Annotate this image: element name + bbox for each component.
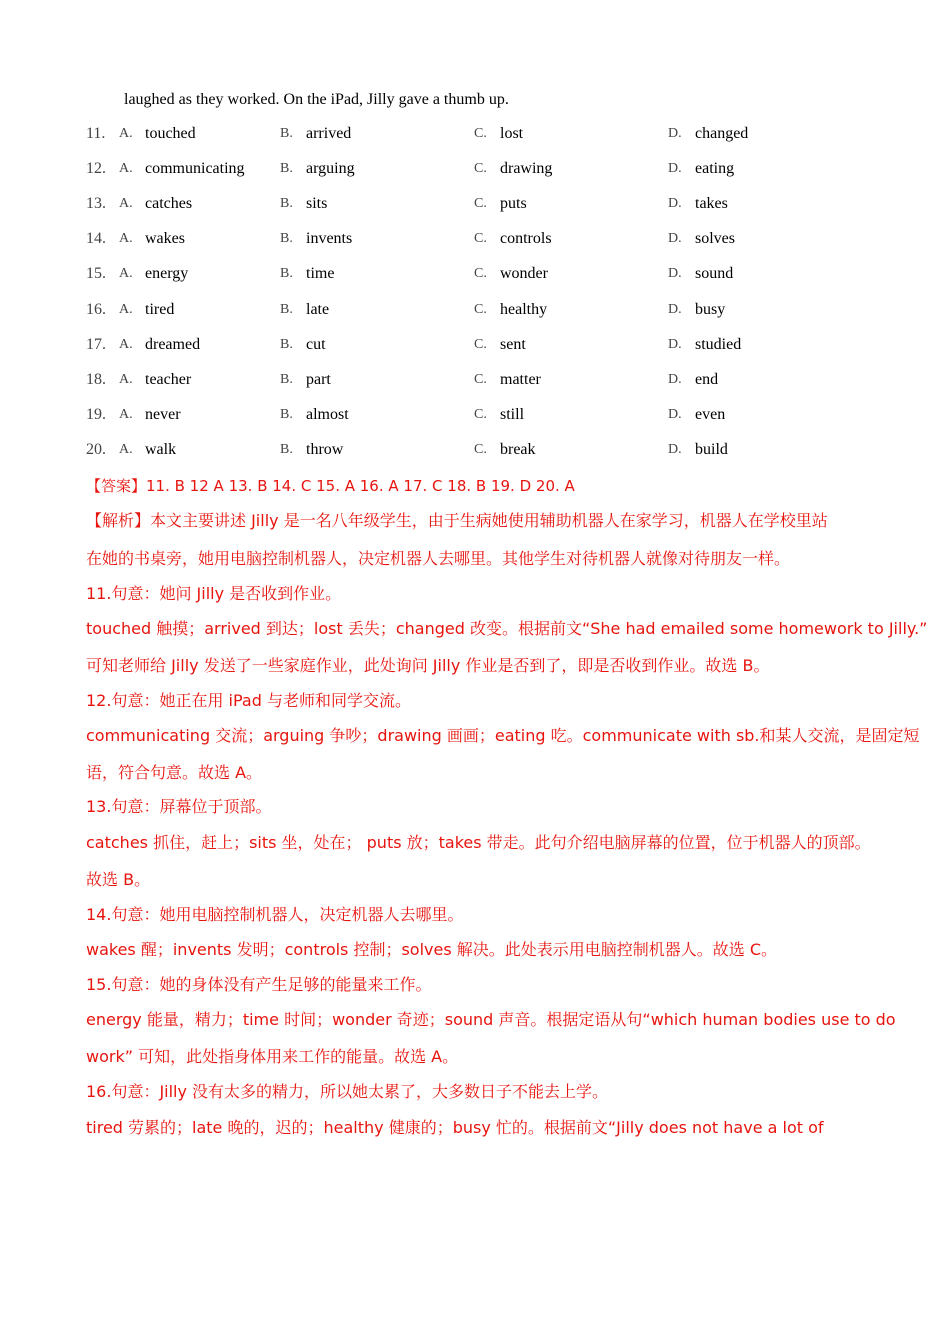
analysis-line: wakes 醒；invents 发明；controls 控制；solves 解决。此处表示用电脑控制机器人。故选 C。 bbox=[86, 940, 778, 959]
analysis-line: 11.句意：她问 Jilly 是否收到作业。 bbox=[86, 584, 342, 603]
analysis-line: 12.句意：她正在用 iPad 与老师和同学交流。 bbox=[86, 691, 411, 710]
option-c: sent bbox=[500, 335, 526, 353]
option-letter-c: C. bbox=[474, 406, 487, 422]
analysis-line: 在她的书桌旁，她用电脑控制机器人，决定机器人去哪里。其他学生对待机器人就像对待朋友一样。 bbox=[86, 549, 791, 568]
option-letter-c: C. bbox=[474, 371, 487, 387]
analysis-line: 14.句意：她用电脑控制机器人，决定机器人去哪里。 bbox=[86, 905, 464, 924]
option-letter-c: C. bbox=[474, 126, 487, 141]
option-letter-d: D. bbox=[668, 371, 682, 387]
option-letter-a: A. bbox=[119, 441, 133, 457]
option-c: wonder bbox=[500, 265, 548, 283]
option-d: end bbox=[695, 370, 719, 388]
option-letter-b: B. bbox=[280, 336, 293, 352]
option-letter-a: A. bbox=[119, 371, 133, 387]
analysis-line: 【解析】本文主要讲述 Jilly 是一名八年级学生，由于生病她使用辅助机器人在家学习，机器人在学校里站 bbox=[86, 511, 828, 530]
question-number: 15. bbox=[86, 265, 106, 283]
option-b: arguing bbox=[306, 160, 355, 178]
question-row bbox=[0, 335, 950, 355]
option-c: break bbox=[500, 440, 536, 458]
option-b: arrived bbox=[306, 125, 352, 142]
option-c: drawing bbox=[500, 160, 553, 178]
analysis-line: tired 劳累的；late 晚的，迟的；healthy 健康的；busy 忙的。根据前文“Jilly does not have a lot of bbox=[86, 1118, 824, 1137]
option-c: healthy bbox=[500, 300, 548, 318]
option-letter-d: D. bbox=[668, 406, 682, 422]
option-letter-c: C. bbox=[474, 231, 487, 247]
question-row bbox=[0, 300, 950, 320]
analysis-line: communicating 交流；arguing 争吵；drawing 画画；eating 吃。communicate with sb.和某人交流，是固定短 bbox=[86, 726, 920, 745]
option-d: build bbox=[695, 440, 728, 458]
option-letter-c: C. bbox=[474, 301, 487, 317]
option-letter-b: B. bbox=[280, 161, 293, 177]
analysis-line: 语，符合句意。故选 A。 bbox=[86, 763, 263, 782]
option-letter-d: D. bbox=[668, 196, 682, 212]
option-a: touched bbox=[145, 125, 196, 142]
option-b: time bbox=[306, 265, 335, 283]
option-b: sits bbox=[306, 195, 328, 213]
option-d: even bbox=[695, 405, 726, 423]
option-a: wakes bbox=[145, 230, 185, 248]
option-c: matter bbox=[500, 370, 541, 388]
option-letter-a: A. bbox=[119, 266, 133, 282]
passage-tail: laughed as they worked. On the iPad, Jilly gave a thumb up. bbox=[124, 91, 509, 108]
option-d: changed bbox=[695, 125, 749, 142]
option-a: catches bbox=[145, 195, 193, 213]
option-letter-c: C. bbox=[474, 161, 487, 177]
option-d: studied bbox=[695, 335, 742, 353]
option-letter-d: D. bbox=[668, 301, 682, 317]
option-letter-b: B. bbox=[280, 441, 293, 457]
analysis-line: 可知老师给 Jilly 发送了一些家庭作业，此处询问 Jilly 作业是否到了，即是否收到作业。故选 B。 bbox=[86, 656, 770, 675]
analysis-line: touched 触摸；arrived 到达；lost 丢失；changed 改变。根据前文“She had emailed some homework to Jilly.” bbox=[86, 619, 928, 638]
option-letter-b: B. bbox=[280, 371, 293, 387]
option-c: puts bbox=[500, 195, 527, 213]
option-letter-d: D. bbox=[668, 161, 682, 177]
option-c: lost bbox=[500, 125, 524, 142]
question-row bbox=[0, 370, 950, 390]
question-row bbox=[0, 159, 950, 179]
option-letter-d: D. bbox=[668, 336, 682, 352]
option-d: sound bbox=[695, 265, 734, 283]
option-d: takes bbox=[695, 195, 728, 213]
analysis-line: 16.句意：Jilly 没有太多的精力，所以她太累了，大多数日子不能去上学。 bbox=[86, 1082, 609, 1101]
option-c: controls bbox=[500, 230, 552, 248]
option-b: late bbox=[306, 300, 330, 318]
answer-key: 【答案】11. B 12 A 13. B 14. C 15. A 16. A 17. C 18. B 19. D 20. A bbox=[86, 477, 575, 495]
analysis-line: catches 抓住，赶上；sits 坐，处在； puts 放；takes 带走。此句介绍电脑屏幕的位置，位于机器人的顶部。 bbox=[86, 833, 871, 852]
option-letter-b: B. bbox=[280, 266, 293, 282]
analysis-line: work” 可知，此处指身体用来工作的能量。故选 A。 bbox=[86, 1047, 459, 1066]
option-letter-d: D. bbox=[668, 231, 682, 247]
option-a: tired bbox=[145, 300, 175, 318]
option-letter-a: A. bbox=[119, 406, 133, 422]
option-letter-b: B. bbox=[280, 301, 293, 317]
question-row bbox=[0, 405, 950, 425]
question-row bbox=[0, 229, 950, 249]
analysis-line: 故选 B。 bbox=[86, 870, 151, 889]
option-letter-a: A. bbox=[119, 301, 133, 317]
option-a: dreamed bbox=[145, 335, 201, 353]
question-number: 13. bbox=[86, 195, 106, 213]
question-number: 14. bbox=[86, 230, 106, 248]
option-a: walk bbox=[145, 440, 177, 458]
option-a: never bbox=[145, 405, 181, 423]
option-letter-c: C. bbox=[474, 441, 487, 457]
option-letter-d: D. bbox=[668, 126, 682, 141]
question-row bbox=[0, 124, 950, 144]
analysis-line: 13.句意：屏幕位于顶部。 bbox=[86, 797, 272, 816]
option-a: communicating bbox=[145, 160, 245, 178]
option-d: busy bbox=[695, 300, 726, 318]
question-number: 19. bbox=[86, 405, 106, 423]
option-a: teacher bbox=[145, 370, 192, 388]
option-letter-a: A. bbox=[119, 161, 133, 177]
option-letter-c: C. bbox=[474, 336, 487, 352]
question-number: 17. bbox=[86, 335, 106, 353]
option-b: part bbox=[306, 370, 331, 388]
option-letter-a: A. bbox=[119, 126, 133, 141]
option-d: solves bbox=[695, 230, 735, 248]
option-b: almost bbox=[306, 405, 349, 423]
option-letter-b: B. bbox=[280, 126, 293, 141]
option-b: invents bbox=[306, 230, 353, 248]
option-letter-c: C. bbox=[474, 196, 487, 212]
option-a: energy bbox=[145, 265, 189, 283]
question-row bbox=[0, 194, 950, 214]
analysis-line: 15.句意：她的身体没有产生足够的能量来工作。 bbox=[86, 975, 432, 994]
question-number: 11. bbox=[86, 125, 106, 142]
option-letter-a: A. bbox=[119, 196, 133, 212]
option-c: still bbox=[500, 405, 525, 423]
option-letter-b: B. bbox=[280, 231, 293, 247]
question-row bbox=[0, 264, 950, 284]
option-letter-b: B. bbox=[280, 196, 293, 212]
option-letter-a: A. bbox=[119, 231, 133, 247]
option-letter-d: D. bbox=[668, 266, 682, 282]
question-number: 20. bbox=[86, 440, 106, 458]
option-letter-a: A. bbox=[119, 336, 133, 352]
question-number: 18. bbox=[86, 370, 106, 388]
option-b: cut bbox=[306, 335, 326, 353]
option-d: eating bbox=[695, 160, 735, 178]
question-number: 12. bbox=[86, 160, 106, 178]
question-row bbox=[0, 440, 950, 460]
option-b: throw bbox=[306, 440, 344, 458]
question-number: 16. bbox=[86, 300, 106, 318]
option-letter-d: D. bbox=[668, 441, 682, 457]
option-letter-b: B. bbox=[280, 406, 293, 422]
analysis-line: energy 能量，精力；time 时间；wonder 奇迹；sound 声音。根据定语从句“which human bodies use to do bbox=[86, 1010, 896, 1029]
option-letter-c: C. bbox=[474, 266, 487, 282]
